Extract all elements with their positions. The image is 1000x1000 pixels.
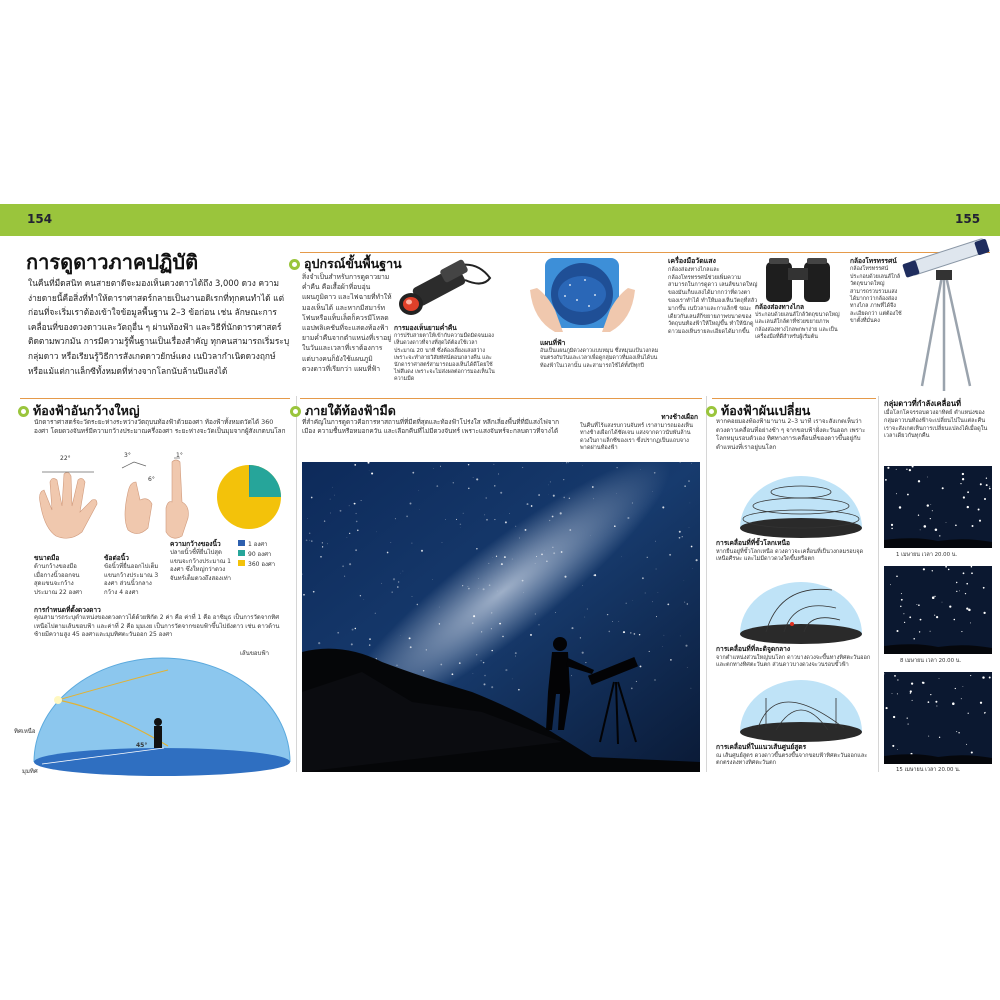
dome-label-angle: 45° <box>136 742 148 749</box>
dark-sky-rule <box>300 398 702 399</box>
change-caption-2-text: จากตำแหน่งส่วนใหญ่บนโลก ดาวบางดวงจะขึ้นทางทิศตะวันออกและตกทางทิศตะวันตก ส่วนดาวบางดวงจะวนรอบขั้วฟ้า <box>716 654 871 669</box>
header-bar <box>0 204 1000 236</box>
equipment-heading: อุปกรณ์ขั้นพื้นฐาน <box>304 256 402 271</box>
milkyway-caption-text: ในคืนที่ไร้แสงรบกวนจันทร์ เราสามารถมองเห็นทางช้างเผือกได้ชัดเจน แสงจากดาวนับพันล้านดวงในกาแล็กซีของเรา ซึ่งปรากฏเป็นแถบจางพาดผ่านท้องฟ้า <box>580 422 693 452</box>
flashlight-image <box>395 258 495 328</box>
change-caption-2-title: การเคลื่อนที่ที่ละติจูดกลาง <box>716 645 791 653</box>
change-caption-1-text: หากยืนอยู่ที่ขั้วโลกเหนือ ดวงดาวจะเคลื่อนที่เป็นวงกลมรอบจุดเหนือศีรษะ และไม่มีดาวดวงใดขึ้นหรือตก <box>716 548 864 563</box>
hand-caption-2-title: ข้อต่อนิ้ว <box>104 554 129 562</box>
pie-legend-item-3 <box>238 560 275 570</box>
milkyway-caption <box>580 414 698 453</box>
equipment-rule <box>300 252 990 253</box>
section-bullet-icon <box>706 406 717 417</box>
dome-label-north: ทิศเหนือ <box>14 728 36 735</box>
star-position-dome <box>28 650 294 778</box>
legend-swatch-icon <box>238 560 245 566</box>
binoculars-caption-text: ประกอบด้วยเลนส์ใกล้วัตถุขนาดใหญ่ และเลนส์ใกล้ตาที่ช่วยขยายภาพ กล้องส่องทางไกลพกพาง่าย และเป็นเครื่องมือที่ดีสำหรับผู้เริ่มต้น <box>755 312 840 340</box>
optics-body: กล้องส่องทางไกลและกล้องโทรทรรศน์ช่วยเพิ่มความสามารถในการดูดาว เลนส์ขนาดใหญ่ของมันเก็บแสงได้มากกว่าที่ดวงตาของเราทำได้ ทำให้มองเห็นวัตถุที่สลัวมากขึ้น เนบิวลาและกาแล็กซี ขณะเดียวกันเลนส์ก็ขยายภาพขนาดของวัตถุบนท้องฟ้าให้ใหญ่ขึ้น ทำให้นักดูดาวมองเห็นรายละเอียดได้มากขึ้น <box>668 266 758 336</box>
optics-heading: เครื่องมือวัดแสง <box>668 257 716 265</box>
hand-caption-2-text: ข้อนิ้วที่ยื่นออกไปเต็มแขนกว้างประมาณ 3 องศา ส่วนนิ้วกลางกว้าง 4 องศา <box>104 563 159 596</box>
binoculars-image <box>758 256 838 306</box>
constellation-stars-3 <box>884 672 992 764</box>
equipment-heading-wrap <box>289 254 402 274</box>
position-body: คุณสามารถระบุตำแหน่งของดวงดาวได้ด้วยพิกัด 2 ค่า คือ ค่าที่ 1 คือ อาซิมุธ เป็นการวัดจากทิศเหนือไปตามเส้นขอบฟ้า และค่าที่ 2 คือ มุมเงย เป็นการวัดจากขอบฟ้าขึ้นไปยังดาว เช่น ดาวด้านซ้ายมีความสูง 45 องศาและมุมทิศตะวันออก 25 องศา <box>34 614 280 639</box>
constellation-frame-3 <box>884 672 992 764</box>
frame-3-label: 15 เมษายน เวลา 20.00 น. <box>896 767 961 773</box>
telescope-image <box>898 236 994 394</box>
telescope-caption <box>850 258 902 326</box>
milkyway-caption-title: ทางช้างเผือก <box>661 413 698 421</box>
moving-constellations-body: เมื่อโลกโคจรรอบดวงอาทิตย์ ตำแหน่งของกลุ่มดาวบนท้องฟ้าจะเปลี่ยนไปในแต่ละคืน เราจะสังเกตเห็นการเปลี่ยนแปลงได้เมื่อดูในเวลาเดียวกันทุกคืน <box>884 410 988 440</box>
hand-caption-3-text: ปลายนิ้วชี้ที่ยื่นไปสุดแขนจะกว้างประมาณ 1 องศา ซึ่งใหญ่กว่าดวงจันทร์เต็มดวงถึงสองเท่า <box>170 549 232 582</box>
degree-pie-chart <box>214 462 284 532</box>
hand-caption-3 <box>170 540 232 583</box>
right-page-number: 155 <box>955 212 981 226</box>
hand-label-6: 6° <box>148 476 155 483</box>
dark-sky-body: ที่สำคัญในการดูดาวคือการหาสถานที่ที่มืดที่สุดและท้องฟ้าโปร่งใส หลีกเลี่ยงพื้นที่ที่มีแสงไฟจากเมือง ความชื้นหรือหมอกควัน และเลือกคืนที่ไม่มีดวงจันทร์ เพราะแสงจันทร์จะกลบดาวที่จางได้ <box>302 418 559 435</box>
column-divider-1 <box>296 396 297 772</box>
dark-sky-heading: ภายใต้ท้องฟ้ามืด <box>305 403 396 418</box>
hand-measure-illustration <box>30 452 220 544</box>
hand-caption-1-title: ขนาดมือ <box>34 554 60 562</box>
flashlight-caption-text: การปรับสายตาให้เข้ากับความมืดมิดจนมองเห็นดวงดาวที่จางที่สุดได้ต้องใช้เวลาประมาณ 20 นาที ซึ่งต้องเลี่ยงแสงสว่างเพราะจะทำลายวิสัยทัศน์ตอนกลางคืน และนักดาราศาสตร์สามารถมองเห็นได้ดีโดยใช้ไฟสีแดง เพราะจะไม่ส่งผลต่อการมองเห็นในความมืด <box>394 333 495 383</box>
position-heading: การกำหนดที่ตั้งดวงดาว <box>34 606 101 614</box>
constellation-stars-1 <box>884 466 992 548</box>
change-caption-1 <box>716 540 872 564</box>
legend-label: 1 องศา <box>248 541 268 548</box>
equator-dome <box>736 676 866 744</box>
pie-legend-item-1 <box>238 540 275 550</box>
milky-way-photo <box>302 462 700 772</box>
left-page-number: 154 <box>27 212 53 226</box>
legend-label: 360 องศา <box>248 561 276 568</box>
wide-sky-body: นักดาราศาสตร์จะวัดระยะห่างระหว่างวัตถุบนท้องฟ้าด้วยองศา ท้องฟ้าทั้งหมดวัดได้ 360 องศา โดยดวงจันทร์มีความกว้างประมาณครึ่งองศา ระยะห่างจะวัดเป็นมุมจากผู้สังเกตบนโลก <box>34 418 286 435</box>
mid-latitude-dome <box>736 578 866 646</box>
pie-legend <box>238 540 275 570</box>
telescope-caption-text: กล้องโทรทรรศน์ประกอบด้วยเลนส์ใกล้วัตถุขนาดใหญ่ สามารถรวบรวมแสงได้มากกว่ากล้องส่องทางไกล ภาพที่ได้จึงละเอียดกว่า แต่ต้องใช้ขาตั้งที่มั่นคง <box>850 266 902 325</box>
change-caption-3-title: การเคลื่อนที่ในแนวเส้นศูนย์สูตร <box>716 743 807 751</box>
equipment-body: สิ่งจำเป็นสำหรับการดูดาวยามค่ำคืน คือเสื้อผ้าที่อบอุ่น แผนภูมิดาว และไฟฉายที่ทำให้มองเห็นได้ และหากมีสมาร์ทโฟนหรือแท็บเล็ตก็ควรมีโหลดแอปพลิเคชันที่จะแสดงท้องฟ้ายามค่ำคืนจากตำแหน่งที่เราอยู่ในวันและเวลาที่เราต้องการ แต่บางคนก็ยังใช้แผนภูมิดวงดาวที่เรียกว่า แผนที่ฟ้า <box>302 273 392 373</box>
legend-swatch-icon <box>238 540 245 546</box>
column-divider-3 <box>878 396 879 772</box>
column-divider-2 <box>706 396 707 772</box>
hand-caption-3-title: ความกว้างของนิ้ว <box>170 540 221 548</box>
wide-sky-heading: ท้องฟ้าอันกว้างใหญ่ <box>33 403 140 418</box>
hand-label-3: 3° <box>124 452 131 459</box>
hand-caption-1 <box>34 554 86 597</box>
section-bullet-icon <box>18 406 29 417</box>
hand-label-22: 22° <box>60 455 71 462</box>
planisphere-image <box>525 250 640 340</box>
changing-sky-body: หากคอยมองท้องฟ้ามานาน 2–3 นาที เราจะสังเกตเห็นว่าดวงดาวเคลื่อนที่อย่างช้า ๆ จากขอบฟ้าฝั่งตะวันออก เพราะโลกหมุนรอบตัวเอง ทิศทางการเคลื่อนที่ของดาวขึ้นอยู่กับตำแหน่งที่เราอยู่บนโลก <box>716 418 866 451</box>
page-title: การดูดาวภาคปฏิบัติ <box>26 250 199 274</box>
hand-caption-2 <box>104 554 162 597</box>
wide-sky-rule <box>20 398 290 399</box>
constellation-stars-2 <box>884 566 992 654</box>
north-pole-dome <box>736 472 866 540</box>
legend-swatch-icon <box>238 550 245 556</box>
changing-sky-rule <box>712 398 876 399</box>
change-caption-3-text: ณ เส้นศูนย์สูตร ดวงดาวขึ้นตรงขึ้นจากขอบฟ้าทิศตะวันออกและตกตรงลงทางทิศตะวันตก <box>716 752 868 767</box>
binoculars-caption <box>755 304 843 341</box>
section-bullet-icon <box>290 406 301 417</box>
intro-paragraph: ในคืนที่มืดสนิท คนสายตาดีจะมองเห็นดวงดาวได้ถึง 3,000 ดวง ความง่ายดายนี้คือสิ่งที่ทำให้ดาราศาสตร์กลายเป็นงานอดิเรกที่ทุกคนทำได้ แต่ก่อนที่จะเริ่มเราต้องเข้าใจข้อมูลพื้นฐาน 2–3 ข้อก่อน เช่น ลักษณะการเคลื่อนที่ของดวงดาวและวัตถุอื่น ๆ ผ่านท้องฟ้า และวิธีที่นักดาราศาสตร์ติดตามพวกมัน การมีความรู้พื้นฐานเป็นเรื่องสำคัญ ทุกคนสามารถเริ่มระบุกลุ่มดาว หรือเรียนรู้วิธีการสังเกตดาวยักษ์แดง เนบิวลากำเนิดดวงฤกษ์ หรือแม้แต่กาแล็กซีทั้งหมดที่ห่างจากโลกนับล้านปีแสงได้ <box>28 278 290 376</box>
legend-label: 90 องศา <box>248 551 272 558</box>
flashlight-caption-title: การมองเห็นยามค่ำคืน <box>394 324 457 332</box>
optics-block <box>668 258 758 337</box>
pie-legend-item-2 <box>238 550 275 560</box>
changing-sky-heading: ท้องฟ้าผันเปลี่ยน <box>721 403 811 418</box>
telescope-caption-title: กล้องโทรทรรศน์ <box>850 257 897 265</box>
constellation-frame-1 <box>884 466 992 548</box>
change-caption-1-title: การเคลื่อนที่ที่ขั้วโลกเหนือ <box>716 539 790 547</box>
planisphere-caption <box>540 340 660 370</box>
change-caption-3 <box>716 744 872 768</box>
planisphere-caption-title: แผนที่ฟ้า <box>540 339 566 347</box>
section-bullet-icon <box>289 259 300 270</box>
flashlight-caption <box>394 325 498 384</box>
hand-label-1: 1° <box>176 452 183 459</box>
pie-90-slice <box>249 465 281 497</box>
constellation-frame-2 <box>884 566 992 654</box>
dome-label-horizon: เส้นขอบฟ้า <box>240 650 269 657</box>
planisphere-caption-text: อันเป็นแผนภูมิดวงดาวแบบหมุน ซึ่งหมุนแป้นวงกลมจนตรงกับวันและเวลาเพื่อดูกลุ่มดาวที่มองเห็นได้บนท้องฟ้าในเวลานั้น และสามารถใช้ได้ทั้งปีทุกปี <box>540 348 659 369</box>
frame-2-label: 8 เมษายน เวลา 20.00 น. <box>900 658 962 664</box>
moving-constellations-heading: กลุ่มดาวที่กำลังเคลื่อนที่ <box>884 399 962 408</box>
hand-caption-1-text: ด้านกว้างของมือเมื่อกางนิ้วออกจนสุดแขนจะกว้างประมาณ 22 องศา <box>34 563 83 596</box>
binoculars-caption-title: กล้องส่องทางไกล <box>755 303 805 311</box>
frame-1-label: 1 เมษายน เวลา 20.00 น. <box>896 552 958 558</box>
change-caption-2 <box>716 646 872 670</box>
dome-label-zenith: มุมทิศ <box>22 768 38 775</box>
